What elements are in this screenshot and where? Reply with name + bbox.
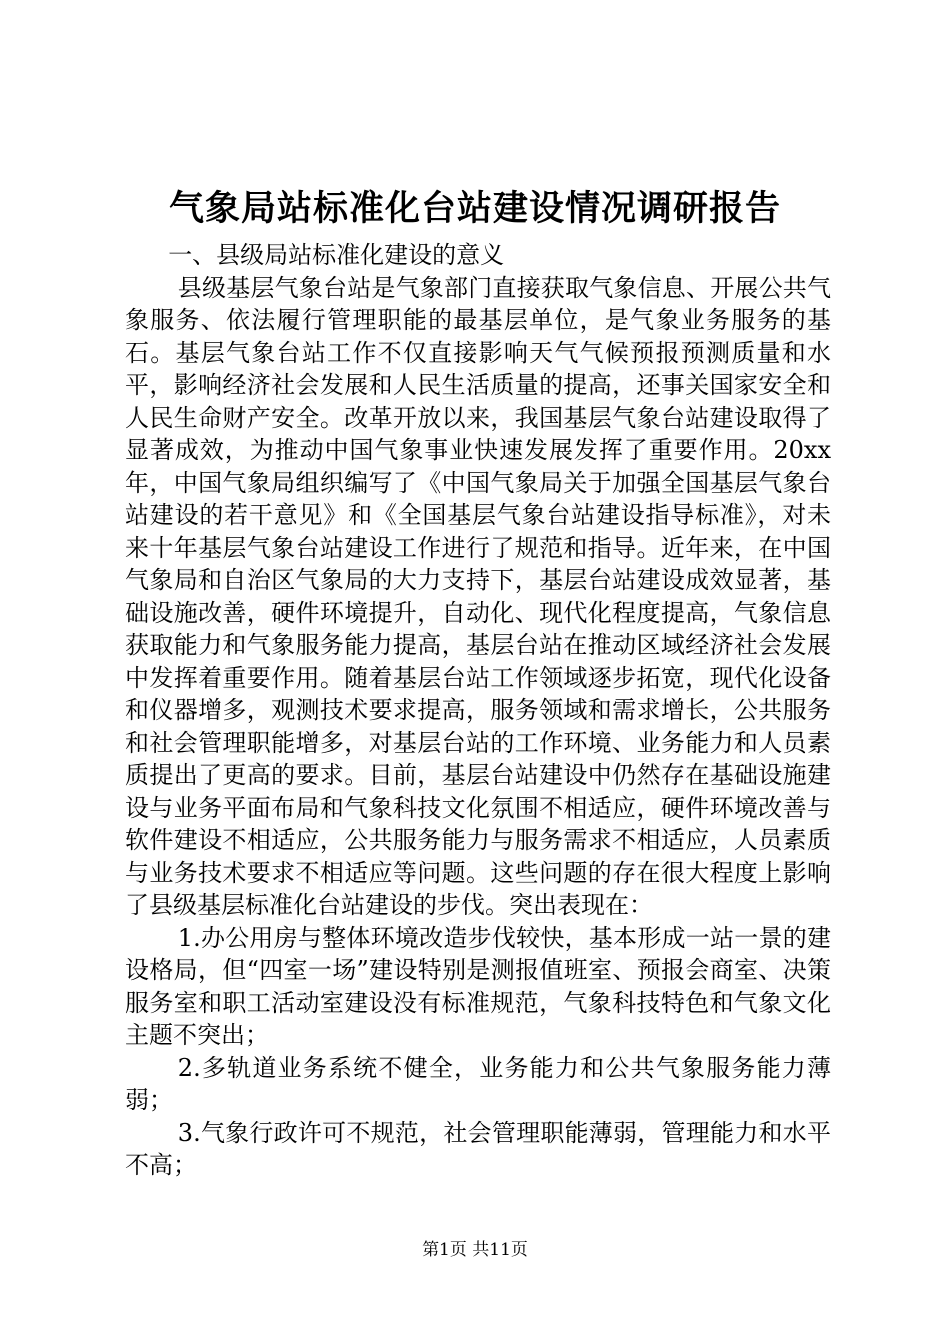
list-item-2: 2.多轨道业务系统不健全，业务能力和公共气象服务能力薄弱； bbox=[125, 1053, 831, 1114]
section-heading: 一、县级局站标准化建设的意义 bbox=[168, 241, 505, 269]
document-title: 气象局站标准化台站建设情况调研报告 bbox=[168, 188, 781, 229]
document-body bbox=[125, 239, 831, 1182]
page-footer: 第1页 共11页 bbox=[422, 1240, 528, 1260]
list-item-3: 3.气象行政许可不规范，社会管理职能薄弱，管理能力和水平不高； bbox=[125, 1118, 831, 1179]
list-item-1: 1.办公用房与整体环境改造步伐较快，基本形成一站一景的建设格局，但“四室一场”建设特别是测报值班室、预报会商室、决策服务室和职工活动室建设没有标准规范，气象科技特色和气象文化主题不突出； bbox=[125, 923, 831, 1049]
body-paragraph: 县级基层气象台站是气象部门直接获取气象信息、开展公共气象服务、依法履行管理职能的最基层单位，是气象业务服务的基石。基层气象台站工作不仅直接影响天气气候预报预测质量和水平，影响经济社会发展和人民生活质量的提高，还事关国家安全和人民生命财产安全。改革开放以来，我国基层气象台站建设取得了显著成效，为推动中国气象事业快速发展发挥了重要作用。20xx年，中国气象局组织编写了《中国气象局关于加强全国基层气象台站建设的若干意见》和《全国基层气象台站建设指导标准》，对未来十年基层气象台站建设工作进行了规范和指导。近年来，在中国气象局和自治区气象局的大力支持下，基层台站建设成效显著，基础设施改善，硬件环境提升，自动化、现代化程度提高，气象信息获取能力和气象服务能力提高，基层台站在推动区域经济社会发展中发挥着重要作用。随着基层台站工作领域逐步拓宽，现代化设备和仪器增多，观测技术要求提高，服务领域和需求增长，公共服务和社会管理职能增多，对基层台站的工作环境、业务能力和人员素质提出了更高的要求。目前，基层台站建设中仍然存在基础设施建设与业务平面布局和气象科技文化氛围不相适应，硬件环境改善与软件建设不相适应，公共服务能力与服务需求不相适应，人员素质与业务技术要求不相适应等问题。这些问题的存在很大程度上影响了县级基层标准化台站建设的步伐。突出表现在： bbox=[125, 273, 831, 919]
